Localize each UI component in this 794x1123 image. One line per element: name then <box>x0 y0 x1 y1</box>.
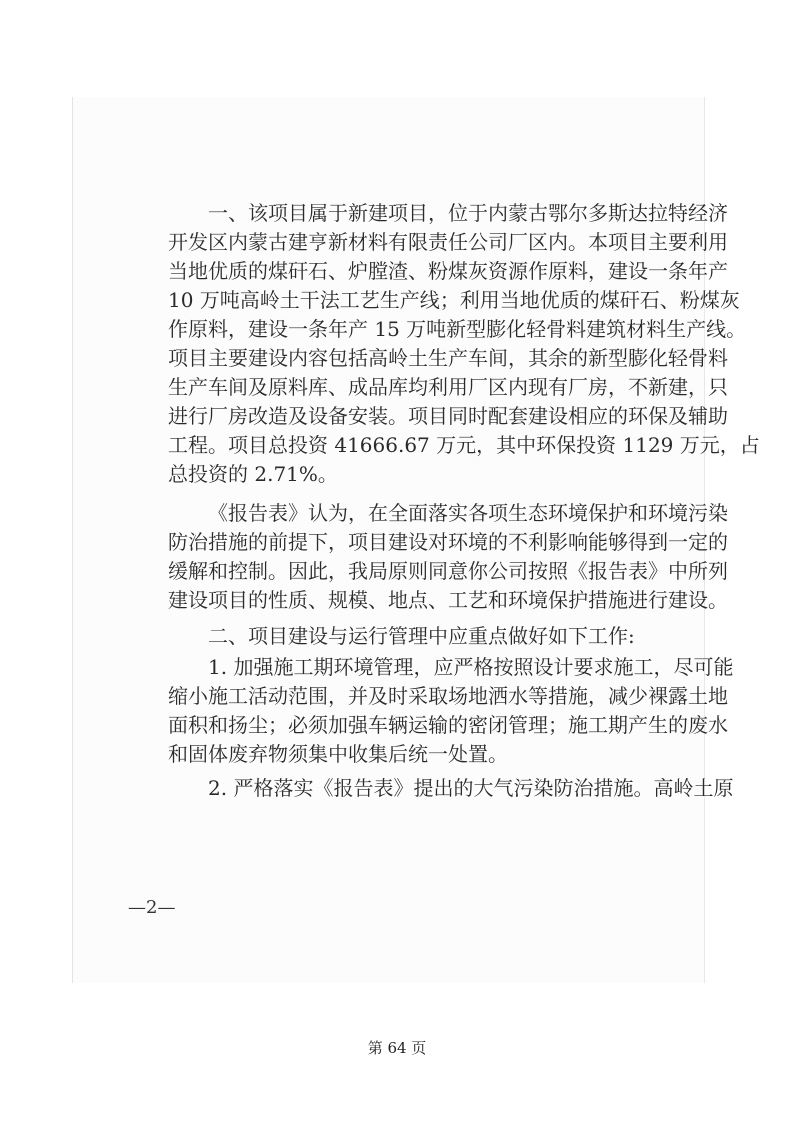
section-heading: 二、项目建设与运行管理中应重点做好如下工作: <box>208 624 635 648</box>
paragraph-line: 一、该项目属于新建项目，位于内蒙古鄂尔多斯达拉特经济 <box>208 201 728 225</box>
paragraph-line: 防治措施的前提下，项目建设对环境的不利影响能够得到一定的 <box>168 530 728 554</box>
paragraph-line: 2. 严格落实《报告表》提出的大气污染防治措施。高岭土原 <box>208 776 734 800</box>
paragraph-line: 和固体废弃物须集中收集后统一处置。 <box>168 742 508 766</box>
paragraph-line: 面积和扬尘；必须加强车辆运输的密闭管理；施工期产生的废水 <box>168 713 728 737</box>
paragraph-line: 当地优质的煤矸石、炉膛渣、粉煤灰资源作原料，建设一条年产 <box>168 259 728 283</box>
paragraph-line: 作原料，建设一条年产 15 万吨新型膨化轻骨料建筑材料生产线。 <box>168 317 747 341</box>
paragraph-line: 10 万吨高岭土干法工艺生产线；利用当地优质的煤矸石、粉煤灰 <box>168 288 740 312</box>
paragraph-line: 缩小施工活动范围，并及时采取场地洒水等措施，减少裸露土地 <box>168 684 728 708</box>
page-footer: 第 64 页 <box>367 1039 427 1057</box>
paragraph-line: 工程。项目总投资 41666.67 万元，其中环保投资 1129 万元，占 <box>168 433 760 457</box>
paragraph-line: 开发区内蒙古建亨新材料有限责任公司厂区内。本项目主要利用 <box>168 230 728 254</box>
paragraph-line: 项目主要建设内容包括高岭土生产车间，其余的新型膨化轻骨料 <box>168 346 728 370</box>
page-marker: —2— <box>128 897 176 918</box>
paragraph-line: 建设项目的性质、规模、地点、工艺和环境保护措施进行建设。 <box>168 588 728 612</box>
paragraph-line: 1. 加强施工期环境管理，应严格按照设计要求施工，尽可能 <box>208 655 734 679</box>
paragraph-line: 总投资的 2.71%。 <box>168 462 338 486</box>
paragraph-line: 《报告表》认为，在全面落实各项生态环境保护和环境污染 <box>208 501 728 525</box>
paragraph-line: 生产车间及原料库、成品库均利用厂区内现有厂房，不新建，只 <box>168 375 728 399</box>
paragraph-line: 进行厂房改造及设备安装。项目同时配套建设相应的环保及辅助 <box>168 404 728 428</box>
paragraph-line: 缓解和控制。因此，我局原则同意你公司按照《报告表》中所列 <box>168 559 728 583</box>
